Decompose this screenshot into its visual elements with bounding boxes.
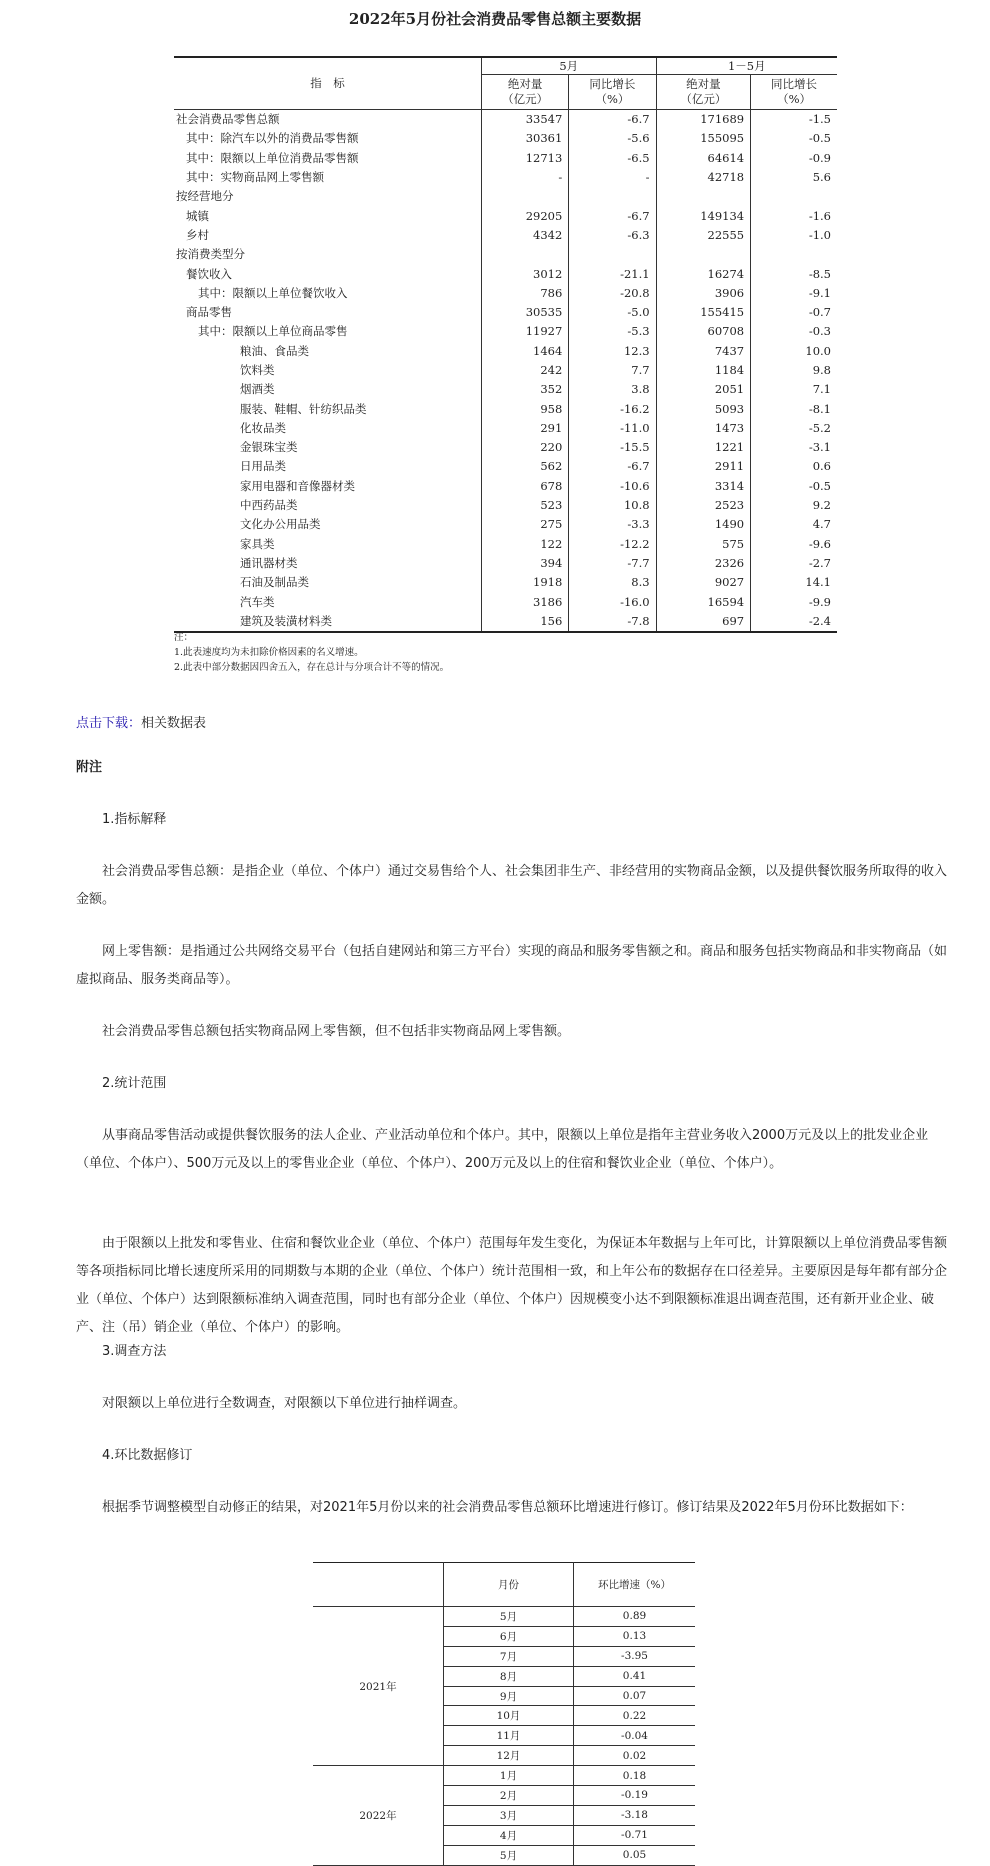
table-row xyxy=(174,245,837,264)
month-cell: 2月 xyxy=(444,1786,574,1806)
ytd-abs-value: 1490 xyxy=(656,515,751,534)
table-row xyxy=(174,496,837,515)
ytd-growth-header: 同比增长 （%） xyxy=(751,75,837,110)
may-abs-value: 1918 xyxy=(482,573,569,592)
row-label: 金银珠宝类 xyxy=(240,440,298,455)
may-growth-value: -20.8 xyxy=(569,284,656,303)
ytd-growth-value: 9.8 xyxy=(751,361,837,380)
ytd-abs-value: 5093 xyxy=(656,399,751,418)
may-growth-value: 12.3 xyxy=(569,342,656,361)
may-growth-value: -5.0 xyxy=(569,303,656,322)
table-row xyxy=(174,535,837,554)
ytd-growth-value: -0.7 xyxy=(751,303,837,322)
ytd-abs-value: 2911 xyxy=(656,457,751,476)
paragraph-revision: 根据季节调整模型自动修正的结果，对2021年5月份以来的社会消费品零售总额环比增速进行修订。修订结果及2022年5月份环比数据如下： xyxy=(102,1500,913,1515)
may-growth-value: -3.3 xyxy=(569,515,656,534)
paragraph-scope: 从事商品零售活动或提供餐饮服务的法人企业、产业活动单位和个体户。其中，限额以上单位是指年主营业务收入2000万元及以上的批发业企业（单位、个体户）、500万元及以上的零售业企业（单位、个体户）、200万元及以上的住宿和餐饮业企业（单位、个体户）。 xyxy=(76,1128,929,1171)
ytd-growth-value: -1.0 xyxy=(751,226,837,245)
may-growth-value: -21.1 xyxy=(569,264,656,283)
ytd-abs-value: 60708 xyxy=(656,322,751,341)
month-cell: 5月 xyxy=(444,1607,574,1627)
may-growth-value: -7.8 xyxy=(569,612,656,632)
note-1: 1.此表速度均为未扣除价格因素的名义增速。 xyxy=(174,647,364,658)
row-label: 烟酒类 xyxy=(240,382,275,397)
ytd-abs-value: 149134 xyxy=(656,206,751,225)
row-label: 乡村 xyxy=(186,227,209,242)
table-row xyxy=(174,206,837,225)
table-row xyxy=(174,168,837,187)
may-growth-value: -7.7 xyxy=(569,554,656,573)
ytd-growth-value: -1.5 xyxy=(751,110,837,129)
ytd-growth-value: -0.5 xyxy=(751,129,837,148)
ytd-growth-value: -0.9 xyxy=(751,149,837,168)
may-growth-value: -6.7 xyxy=(569,110,656,129)
row-label: 汽车类 xyxy=(240,594,275,609)
rate-cell: 0.13 xyxy=(574,1626,696,1646)
ytd-growth-value: -9.1 xyxy=(751,284,837,303)
ytd-growth-value: -1.6 xyxy=(751,206,837,225)
rate-cell: 0.18 xyxy=(574,1766,696,1786)
may-abs-value xyxy=(482,187,569,206)
rate-cell: 0.89 xyxy=(574,1607,696,1627)
ytd-growth-value: -3.1 xyxy=(751,438,837,457)
month-cell: 4月 xyxy=(444,1825,574,1845)
row-label: 餐饮收入 xyxy=(186,266,232,281)
may-abs-value: 33547 xyxy=(482,110,569,129)
month-cell: 6月 xyxy=(444,1626,574,1646)
table-row xyxy=(174,592,837,611)
may-growth-value: -6.7 xyxy=(569,206,656,225)
section-1-heading: 1.指标解释 xyxy=(102,812,167,827)
may-abs-value: 352 xyxy=(482,380,569,399)
table-row xyxy=(174,303,837,322)
row-label: 商品零售 xyxy=(186,305,232,320)
may-abs-value: 122 xyxy=(482,535,569,554)
ytd-growth-value: -9.9 xyxy=(751,592,837,611)
table-row xyxy=(174,284,837,303)
ytd-growth-value: -2.7 xyxy=(751,554,837,573)
ytd-abs-value: 3314 xyxy=(656,477,751,496)
row-label: 社会消费品零售总额 xyxy=(176,112,280,127)
year-cell: 2022年 xyxy=(313,1766,444,1865)
table-row xyxy=(174,110,837,129)
may-abs-value: 1464 xyxy=(482,342,569,361)
may-growth-value: -6.7 xyxy=(569,457,656,476)
may-growth-value: - xyxy=(569,168,656,187)
may-abs-header: 绝对量 （亿元） xyxy=(482,75,569,110)
table-notes xyxy=(174,630,834,675)
ytd-abs-header: 绝对量 （亿元） xyxy=(656,75,751,110)
row-label: 家用电器和音像器材类 xyxy=(240,478,355,493)
page-title: 2022年5月份社会消费品零售总额主要数据 xyxy=(348,10,642,28)
ytd-growth-value: 0.6 xyxy=(751,457,837,476)
row-label: 其中：除汽车以外的消费品零售额 xyxy=(186,131,359,146)
may-abs-value: 156 xyxy=(482,612,569,632)
may-growth-value: 7.7 xyxy=(569,361,656,380)
row-label: 其中：限额以上单位餐饮收入 xyxy=(198,285,348,300)
rate-cell: 0.05 xyxy=(574,1845,696,1865)
section-3-heading: 3.调查方法 xyxy=(102,1344,167,1359)
may-abs-value: 11927 xyxy=(482,322,569,341)
may-growth-value xyxy=(569,245,656,264)
may-abs-value: 220 xyxy=(482,438,569,457)
ytd-abs-value: 171689 xyxy=(656,110,751,129)
table-row xyxy=(174,554,837,573)
row-label: 饮料类 xyxy=(240,363,275,377)
month-cell: 12月 xyxy=(444,1746,574,1766)
download-line xyxy=(76,712,206,731)
may-growth-value: 3.8 xyxy=(569,380,656,399)
table-row xyxy=(174,477,837,496)
mom-row xyxy=(313,1766,695,1786)
month-cell: 9月 xyxy=(444,1686,574,1706)
row-label: 化妆品类 xyxy=(240,420,286,435)
ytd-abs-value xyxy=(656,187,751,206)
table-row xyxy=(174,226,837,245)
month-cell: 5月 xyxy=(444,1845,574,1865)
table-row xyxy=(174,399,837,418)
ytd-growth-value: -9.6 xyxy=(751,535,837,554)
ytd-abs-value: 1184 xyxy=(656,361,751,380)
ytd-abs-value: 64614 xyxy=(656,149,751,168)
month-cell: 3月 xyxy=(444,1805,574,1825)
may-abs-value: 523 xyxy=(482,496,569,515)
may-abs-value: - xyxy=(482,168,569,187)
ytd-growth-value: -5.2 xyxy=(751,419,837,438)
rate-cell: 0.07 xyxy=(574,1686,696,1706)
download-link[interactable]: 点击下载： xyxy=(76,716,142,731)
may-growth-value: -15.5 xyxy=(569,438,656,457)
ytd-group-header: 1－5月 xyxy=(656,57,837,75)
ytd-abs-value: 16274 xyxy=(656,264,751,283)
rate-cell: 0.41 xyxy=(574,1666,696,1686)
table-row xyxy=(174,187,837,206)
may-growth-value: -5.3 xyxy=(569,322,656,341)
row-label: 家具类 xyxy=(240,536,275,551)
mom-row xyxy=(313,1607,695,1627)
may-growth-value: -12.2 xyxy=(569,535,656,554)
ytd-abs-value: 155095 xyxy=(656,129,751,148)
paragraph-survey-method: 对限额以上单位进行全数调查，对限额以下单位进行抽样调查。 xyxy=(102,1396,467,1411)
may-abs-value xyxy=(482,245,569,264)
ytd-abs-value: 2051 xyxy=(656,380,751,399)
ytd-growth-value: 10.0 xyxy=(751,342,837,361)
row-label: 粮油、食品类 xyxy=(240,343,309,358)
may-growth-value: -16.0 xyxy=(569,592,656,611)
retail-sales-table xyxy=(174,56,837,633)
ytd-abs-value: 2326 xyxy=(656,554,751,573)
ytd-abs-value: 7437 xyxy=(656,342,751,361)
year-header xyxy=(313,1563,444,1607)
rate-header: 环比增速（%） xyxy=(574,1563,696,1607)
ytd-growth-value xyxy=(751,245,837,264)
notes-head: 注： xyxy=(174,632,194,643)
rate-cell: -0.04 xyxy=(574,1726,696,1746)
note-2: 2.此表中部分数据因四舍五入，存在总计与分项合计不等的情况。 xyxy=(174,662,450,673)
rate-cell: -3.18 xyxy=(574,1805,696,1825)
row-label: 其中：限额以上单位消费品零售额 xyxy=(186,150,359,165)
may-abs-value: 3012 xyxy=(482,264,569,283)
table-row xyxy=(174,457,837,476)
paragraph-online-inclusion: 社会消费品零售总额包括实物商品网上零售额，但不包括非实物商品网上零售额。 xyxy=(102,1024,571,1039)
row-label: 按经营地分 xyxy=(176,189,234,204)
ytd-abs-value: 9027 xyxy=(656,573,751,592)
may-abs-value: 786 xyxy=(482,284,569,303)
month-cell: 8月 xyxy=(444,1666,574,1686)
may-growth-value: 8.3 xyxy=(569,573,656,592)
ytd-abs-value: 697 xyxy=(656,612,751,632)
may-growth-value: -6.5 xyxy=(569,149,656,168)
ytd-growth-value: -0.3 xyxy=(751,322,837,341)
may-abs-value: 30361 xyxy=(482,129,569,148)
ytd-abs-value: 22555 xyxy=(656,226,751,245)
may-abs-value: 3186 xyxy=(482,592,569,611)
ytd-growth-value: 14.1 xyxy=(751,573,837,592)
ytd-abs-value: 2523 xyxy=(656,496,751,515)
may-abs-value: 242 xyxy=(482,361,569,380)
may-growth-header: 同比增长 （%） xyxy=(569,75,656,110)
row-label: 通讯器材类 xyxy=(240,555,298,570)
row-label: 文化办公用品类 xyxy=(240,517,321,532)
row-label: 其中：限额以上单位商品零售 xyxy=(198,324,348,339)
ytd-growth-value: 7.1 xyxy=(751,380,837,399)
table-row xyxy=(174,419,837,438)
ytd-abs-value: 1473 xyxy=(656,419,751,438)
ytd-growth-value: -2.4 xyxy=(751,612,837,632)
row-label: 建筑及装潢材料类 xyxy=(240,613,332,628)
may-abs-value: 29205 xyxy=(482,206,569,225)
table-row xyxy=(174,573,837,592)
may-abs-value: 4342 xyxy=(482,226,569,245)
table-row xyxy=(174,380,837,399)
paragraph-scope-change: 由于限额以上批发和零售业、住宿和餐饮业企业（单位、个体户）范围每年发生变化，为保证本年数据与上年可比，计算限额以上单位消费品零售额等各项指标同比增长速度所采用的同期数与本期的企业（单位、个体户）统计范围相一致，和上年公布的数据存在口径差异。主要原因是每年都有部分企业（单位、个体户）达到限额标准纳入调查范围，同时也有部分企业（单位、个体户）因规模变小达不到限额标准退出调查范围，还有新开业企业、破产、注（吊）销企业（单位、个体户）的影响。 xyxy=(76,1236,948,1335)
table-row xyxy=(174,515,837,534)
mom-growth-table xyxy=(313,1562,695,1866)
rate-cell: -3.95 xyxy=(574,1646,696,1666)
year-cell: 2021年 xyxy=(313,1607,444,1766)
rate-cell: -0.71 xyxy=(574,1825,696,1845)
row-label: 石油及制品类 xyxy=(240,575,309,590)
row-label: 服装、鞋帽、针纺织品类 xyxy=(240,401,367,416)
table-row xyxy=(174,612,837,632)
ytd-abs-value: 16594 xyxy=(656,592,751,611)
may-abs-value: 291 xyxy=(482,419,569,438)
section-4-heading: 4.环比数据修订 xyxy=(102,1448,193,1463)
ytd-growth-value: -8.1 xyxy=(751,399,837,418)
month-cell: 1月 xyxy=(444,1766,574,1786)
table-row xyxy=(174,342,837,361)
may-growth-value: 10.8 xyxy=(569,496,656,515)
section-2-heading: 2.统计范围 xyxy=(102,1076,167,1091)
month-cell: 10月 xyxy=(444,1706,574,1726)
table-row xyxy=(174,129,837,148)
ytd-abs-value: 575 xyxy=(656,535,751,554)
month-header: 月份 xyxy=(444,1563,574,1607)
row-label: 其中：实物商品网上零售额 xyxy=(186,170,324,185)
row-label: 中西药品类 xyxy=(240,498,298,513)
ytd-abs-value: 1221 xyxy=(656,438,751,457)
may-growth-value: -16.2 xyxy=(569,399,656,418)
ytd-abs-value xyxy=(656,245,751,264)
row-label: 日用品类 xyxy=(240,459,286,474)
may-abs-value: 958 xyxy=(482,399,569,418)
may-growth-value: -5.6 xyxy=(569,129,656,148)
may-abs-value: 12713 xyxy=(482,149,569,168)
month-cell: 11月 xyxy=(444,1726,574,1746)
table-row xyxy=(174,149,837,168)
rate-cell: -0.19 xyxy=(574,1786,696,1806)
ytd-growth-value xyxy=(751,187,837,206)
rate-cell: 0.22 xyxy=(574,1706,696,1726)
may-abs-value: 678 xyxy=(482,477,569,496)
ytd-abs-value: 3906 xyxy=(656,284,751,303)
ytd-growth-value: 9.2 xyxy=(751,496,837,515)
appendix-title: 附注 xyxy=(76,760,103,775)
may-abs-value: 275 xyxy=(482,515,569,534)
may-growth-value xyxy=(569,187,656,206)
may-group-header: 5月 xyxy=(482,57,657,75)
table-row xyxy=(174,264,837,283)
paragraph-online-definition: 网上零售额：是指通过公共网络交易平台（包括自建网站和第三方平台）实现的商品和服务零售额之和。商品和服务包括实物商品和非实物商品（如虚拟商品、服务类商品等）。 xyxy=(76,944,948,987)
may-abs-value: 30535 xyxy=(482,303,569,322)
may-growth-value: -11.0 xyxy=(569,419,656,438)
paragraph-retail-definition: 社会消费品零售总额：是指企业（单位、个体户）通过交易售给个人、社会集团非生产、非经营用的实物商品金额，以及提供餐饮服务所取得的收入金额。 xyxy=(76,864,948,907)
month-cell: 7月 xyxy=(444,1646,574,1666)
ytd-abs-value: 155415 xyxy=(656,303,751,322)
indicator-header: 指 标 xyxy=(310,76,345,90)
row-label: 按消费类型分 xyxy=(176,247,245,262)
may-abs-value: 562 xyxy=(482,457,569,476)
ytd-abs-value: 42718 xyxy=(656,168,751,187)
row-label: 城镇 xyxy=(186,208,209,223)
download-target[interactable]: 相关数据表 xyxy=(141,716,207,731)
table-row xyxy=(174,361,837,380)
may-abs-value: 394 xyxy=(482,554,569,573)
ytd-growth-value: 5.6 xyxy=(751,168,837,187)
may-growth-value: -6.3 xyxy=(569,226,656,245)
table-row xyxy=(174,322,837,341)
table-row xyxy=(174,438,837,457)
ytd-growth-value: -0.5 xyxy=(751,477,837,496)
may-growth-value: -10.6 xyxy=(569,477,656,496)
ytd-growth-value: -8.5 xyxy=(751,264,837,283)
rate-cell: 0.02 xyxy=(574,1746,696,1766)
ytd-growth-value: 4.7 xyxy=(751,515,837,534)
